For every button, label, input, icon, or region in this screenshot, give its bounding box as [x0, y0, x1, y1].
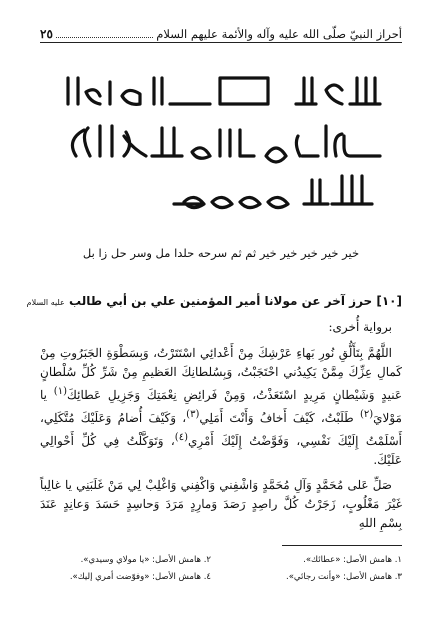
- p1-part-b: يا مَوْلايَ: [40, 388, 402, 425]
- footnote-ref-2: (٢): [359, 409, 374, 420]
- talisman-drawing: [50, 64, 388, 234]
- paragraph-1: [40, 344, 402, 470]
- paragraph-2: صَلِّ عَلى مُحَمَّدٍ وَآلِ مُحَمَّدٍ وَاشْفِني وَاكْفِني وَاغْلِبْ لِي مَنْ غَلَبَنِي يا غالِباً غَيْرَ مَغْلُوبٍ، زَجَرْتُ كُلَّ راصِدٍ رَصَدَ وَمارِدٍ مَرَدَ وَحاسِدٍ حَسَدَ وَعانِدٍ عَنَدَ بِسْمِ اللهِ: [40, 478, 402, 530]
- supplication-text: [40, 344, 402, 533]
- header-leader-dots: [56, 36, 153, 38]
- section-blessing: عليه السلام: [26, 298, 65, 307]
- running-header: [40, 22, 402, 43]
- footnote-rule: [282, 545, 402, 546]
- footnotes: [40, 552, 402, 586]
- footnote-4: ٤. هامش الأصل: «وفوّضت أمري إليك».: [69, 572, 211, 582]
- figure-caption: خير خير خير خير خير ثم ثم سرحه حلدا مل وسر حل زا بل: [82, 246, 360, 260]
- p1-part-c: طَلَبْتُ، كَيْفَ أَخافُ وَأَنْتَ أَمَلِي: [199, 411, 360, 425]
- footnote-ref-4: (٤): [174, 432, 188, 443]
- page-number: ٢٥: [40, 27, 53, 41]
- talisman-figure: [50, 64, 388, 234]
- section-heading: [26, 294, 402, 308]
- p1-part-a: اللَّهُمَّ بِتَأَلُّقِ نُورِ بَهاءِ عَرْشِكَ مِنْ أَعْدائِي اسْتَتَرْتُ، وَبِسَطْوَةِ الجَبَرُوتِ مِنْ كَمالِ عِزِّكَ مِمَّنْ يَكِيدُني احْتَجَبْتُ، وَبِسُلطانِكَ العَظيمِ مِنْ شَرِّ كُلِّ سُلْطانٍ عَنيدٍ وَشَيْطانٍ مَرِيدٍ اسْتَعَذْتُ، وَمِنْ فَرائِضِ نِعْمَتِكَ وَجَزِيلِ عَطائِكَ: [40, 346, 402, 402]
- p1-part-d: ، وَكَيْفَ أُضامُ وَعَلَيْكَ مُتَّكَلِي، أَسْلَمْتُ إِلَيْكَ نَفْسِي، وَفَوَّضْتُ إِلَيْكَ أَمْرِي: [40, 411, 402, 448]
- footnote-2: ٢. هامش الأصل: «يا مولاي وسيدي».: [80, 555, 211, 565]
- footnote-1: ١. هامش الأصل: «عطائك».: [303, 555, 402, 565]
- section-title: [١٠] حرز آخر عن مولانا أمير المؤمنين علي بن أبي طالب: [69, 294, 402, 308]
- footnote-3: ٣. هامش الأصل: «وأنت رجائي».: [286, 572, 402, 582]
- header-title: أحراز النبيّ صلّى الله عليه وآله والأئمة عليهم السلام: [156, 27, 402, 41]
- narration-line: برواية أُخرى:: [328, 320, 392, 334]
- p1-part-e: ، وَتَوَكَّلْتُ فِي كُلِّ أَحْوالِي عَلَيْكَ.: [40, 434, 402, 467]
- footnote-ref-3: (٣): [186, 409, 200, 420]
- footnote-ref-1: (١): [53, 386, 67, 397]
